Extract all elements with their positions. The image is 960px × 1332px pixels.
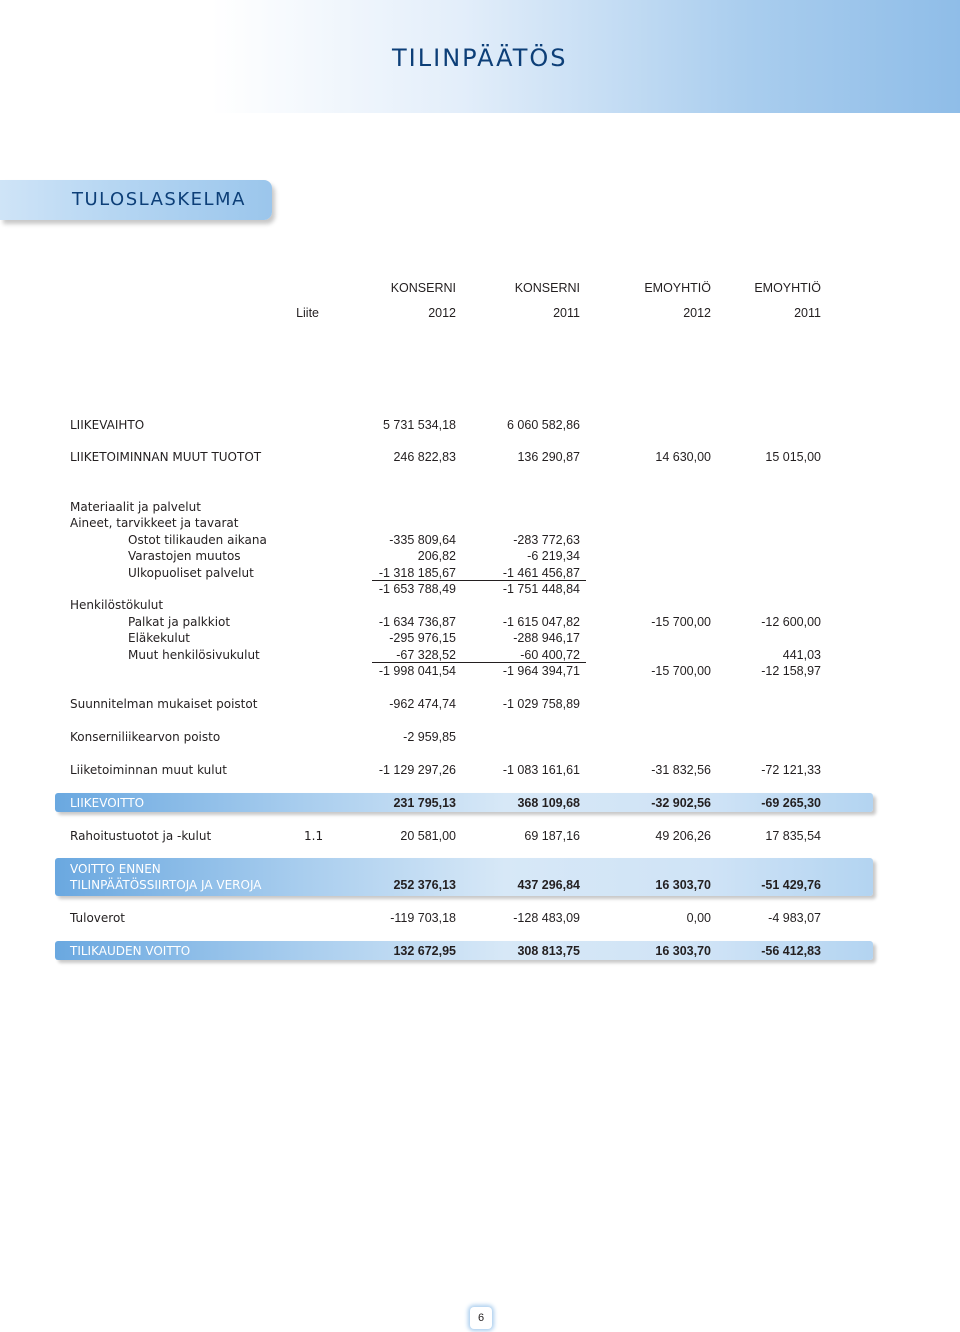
- row-label: Konserniliikearvon poisto: [70, 730, 221, 744]
- row-label: Varastojen muutos: [128, 549, 241, 563]
- cell: 69 187,16: [524, 829, 580, 843]
- cell: -60 400,72: [520, 648, 580, 662]
- cell: -15 700,00: [651, 615, 711, 629]
- cell: 16 303,70: [655, 878, 711, 892]
- cell: 6 060 582,86: [507, 418, 580, 432]
- cell: 0,00: [686, 911, 711, 925]
- cell: -51 429,76: [761, 878, 821, 892]
- col-entity-2: KONSERNI: [514, 281, 580, 295]
- cell: -295 976,15: [389, 631, 456, 645]
- section-title: TULOSLASKELMA: [72, 189, 246, 210]
- cell: 437 296,84: [517, 878, 580, 892]
- group-label-aineet: Aineet, tarvikkeet ja tavarat: [70, 516, 239, 530]
- cell: -12 158,97: [761, 664, 821, 678]
- col-year-2: 2011: [553, 306, 580, 320]
- cell: -1 751 448,84: [502, 582, 580, 596]
- group-label-henkilosto: Henkilöstökulut: [70, 598, 164, 612]
- col-entity-4: EMOYHTIÖ: [754, 281, 821, 295]
- cell: -2 959,85: [403, 730, 456, 744]
- row-label: LIIKETOIMINNAN MUUT TUOTOT: [70, 450, 262, 464]
- row-label: Ostot tilikauden aikana: [128, 533, 267, 547]
- cell: -1 998 041,54: [378, 664, 456, 678]
- cell: -6 219,34: [527, 549, 580, 563]
- row-liite: 1.1: [304, 829, 324, 843]
- cell: -1 653 788,49: [378, 582, 456, 596]
- cell: 17 835,54: [765, 829, 821, 843]
- cell: -1 318 185,67: [378, 566, 456, 580]
- row-label: LIIKEVAIHTO: [70, 418, 145, 432]
- cell: -31 832,56: [651, 763, 711, 777]
- cell: 206,82: [417, 549, 456, 563]
- cell: 16 303,70: [655, 944, 711, 958]
- page-number: 6: [470, 1307, 492, 1329]
- row-label: LIIKEVOITTO: [70, 796, 145, 810]
- col-year-3: 2012: [683, 306, 711, 320]
- row-label-line2: TILINPÄÄTÖSSIIRTOJA JA VEROJA: [70, 878, 262, 892]
- cell: -1 615 047,82: [502, 615, 580, 629]
- cell: -1 461 456,87: [502, 566, 580, 580]
- row-label: Liiketoiminnan muut kulut: [70, 763, 227, 777]
- subtotal-rule: [372, 662, 586, 663]
- row-label: TILIKAUDEN VOITTO: [70, 944, 191, 958]
- cell: -1 083 161,61: [502, 763, 580, 777]
- cell: -119 703,18: [390, 911, 456, 925]
- cell: -335 809,64: [389, 533, 456, 547]
- row-label: Ulkopuoliset palvelut: [128, 566, 254, 580]
- page-title: TILINPÄÄTÖS: [392, 44, 568, 72]
- cell: 49 206,26: [655, 829, 711, 843]
- row-label: Muut henkilösivukulut: [128, 648, 260, 662]
- cell: -15 700,00: [651, 664, 711, 678]
- row-label: Palkat ja palkkiot: [128, 615, 231, 629]
- cell: -283 772,63: [513, 533, 580, 547]
- cell: -962 474,74: [389, 697, 456, 711]
- col-year-4: 2011: [794, 306, 821, 320]
- cell: 15 015,00: [765, 450, 821, 464]
- cell: 231 795,13: [393, 796, 456, 810]
- cell: 5 731 534,18: [383, 418, 456, 432]
- cell: -12 600,00: [761, 615, 821, 629]
- col-year-1: 2012: [428, 306, 456, 320]
- group-label-materiaalit: Materiaalit ja palvelut: [70, 500, 201, 514]
- col-entity-1: KONSERNI: [390, 281, 456, 295]
- cell: 308 813,75: [517, 944, 580, 958]
- row-label: Rahoitustuotot ja -kulut: [70, 829, 212, 843]
- cell: -288 946,17: [513, 631, 580, 645]
- cell: 441,03: [782, 648, 821, 662]
- cell: 20 581,00: [400, 829, 456, 843]
- cell: -1 129 297,26: [378, 763, 456, 777]
- cell: 132 672,95: [393, 944, 456, 958]
- cell: -1 964 394,71: [502, 664, 580, 678]
- cell: -56 412,83: [761, 944, 821, 958]
- row-label: Tuloverot: [70, 911, 125, 925]
- cell: 368 109,68: [517, 796, 580, 810]
- cell: -67 328,52: [396, 648, 456, 662]
- col-entity-3: EMOYHTIÖ: [644, 281, 711, 295]
- cell: -69 265,30: [761, 796, 821, 810]
- cell: -1 029 758,89: [502, 697, 580, 711]
- cell: -72 121,33: [761, 763, 821, 777]
- cell: 246 822,83: [393, 450, 456, 464]
- row-label-line1: VOITTO ENNEN: [70, 862, 161, 876]
- cell: 14 630,00: [655, 450, 711, 464]
- subtotal-rule: [372, 580, 586, 581]
- cell: -1 634 736,87: [378, 615, 456, 629]
- cell: 136 290,87: [517, 450, 580, 464]
- cell: -32 902,56: [651, 796, 711, 810]
- cell: -4 983,07: [768, 911, 821, 925]
- cell: 252 376,13: [393, 878, 456, 892]
- cell: -128 483,09: [513, 911, 580, 925]
- row-label: Eläkekulut: [128, 631, 191, 645]
- col-liite: Liite: [296, 306, 319, 320]
- row-label: Suunnitelman mukaiset poistot: [70, 697, 258, 711]
